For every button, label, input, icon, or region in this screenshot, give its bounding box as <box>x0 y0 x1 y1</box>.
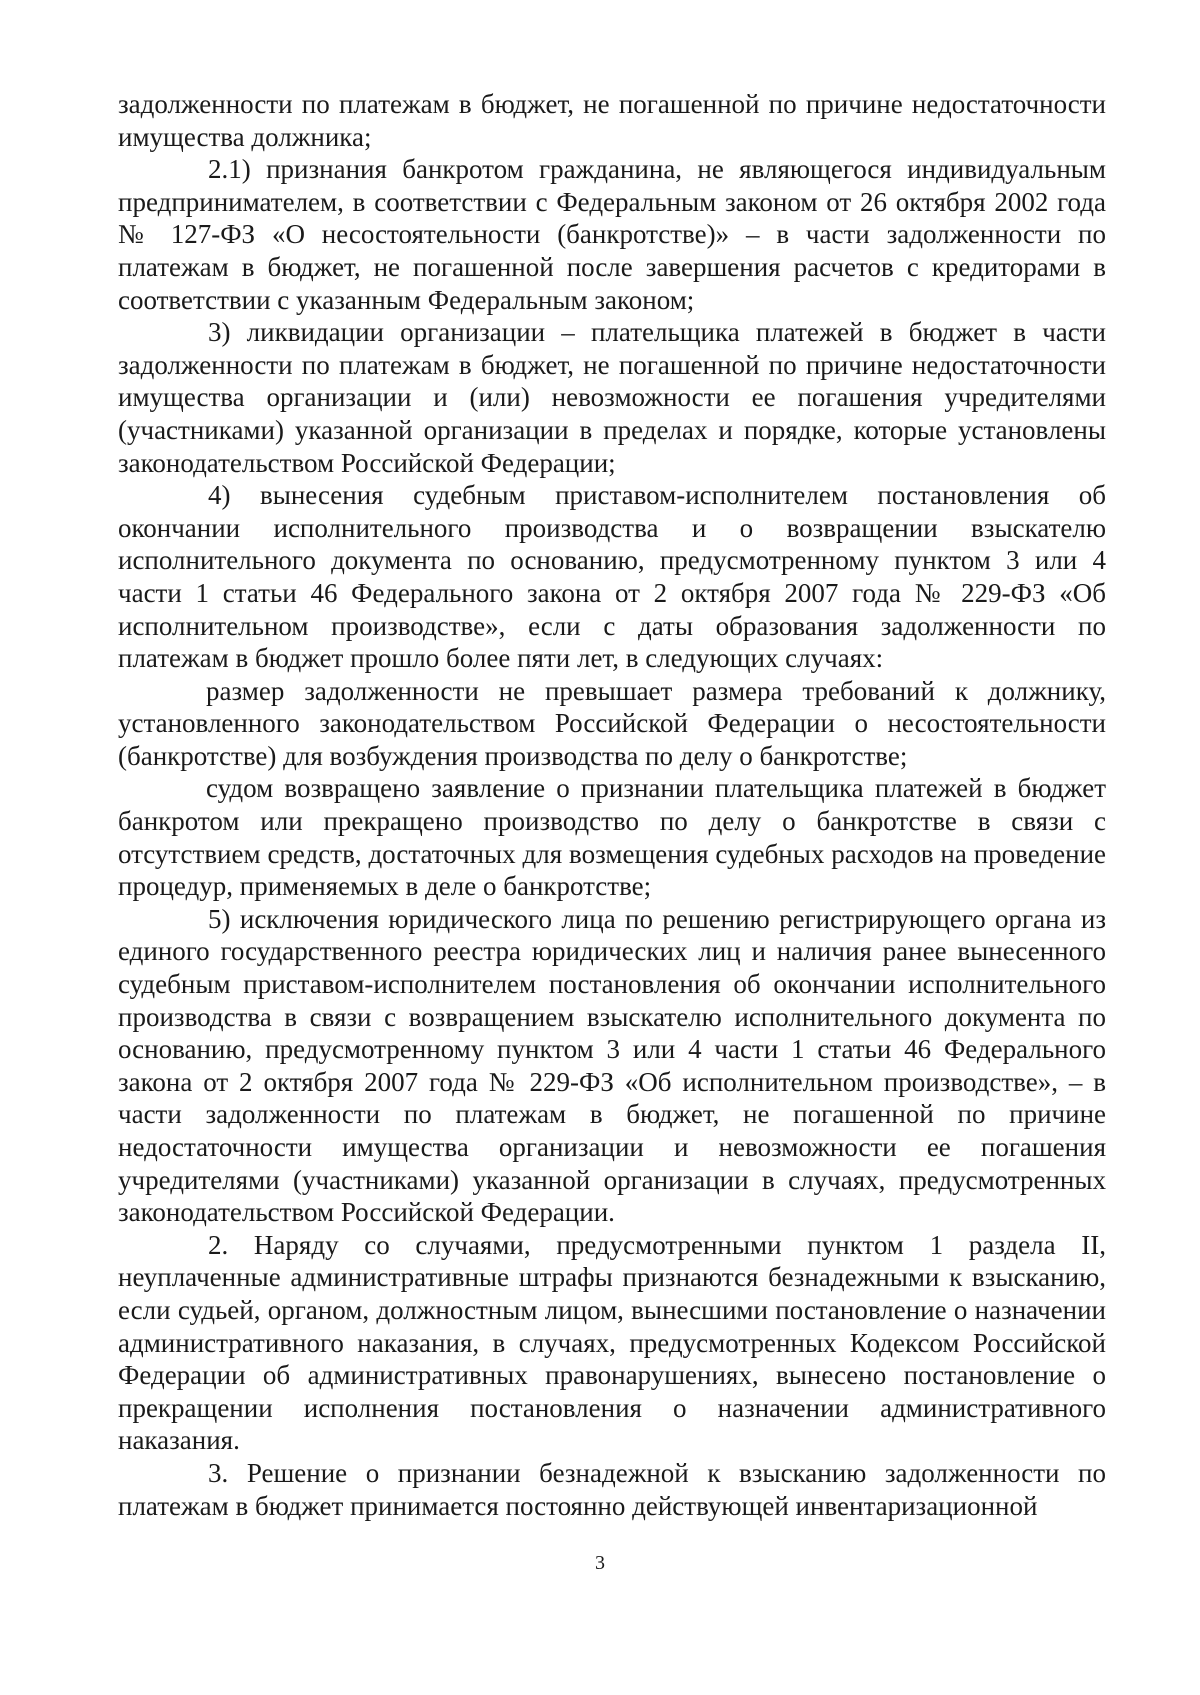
page-number: 3 <box>595 1552 605 1574</box>
paragraph-2-1: 2.1) признания банкротом гражданина, не являющегося индивидуальным предпринимателем, в соответствии с Федеральным законом от 26 октября 2002 года № 127-ФЗ «О несостоятельности (банкротстве)» – в части задолженности по платежам в бюджет, не погашенной после завершения расчетов с кредиторами в соответствии с указанным Федеральным законом; <box>118 154 1106 315</box>
paragraph-item-3: 3. Решение о признании безнадежной к взысканию задолженности по платежам в бюджет принимается постоянно действующей инвентаризационной <box>118 1457 1106 1521</box>
paragraph-item-2: 2. Наряду со случаями, предусмотренными пунктом 1 раздела II, неуплаченные административные штрафы признаются безнадежными к взысканию, если судьей, органом, должностным лицом, вынесшими постановление о назначении административного наказания, в случаях, предусмотренных Кодексом Российской Федерации об административных правонарушениях, вынесено постановление о прекращении исполнения постановления о назначении административного наказания. <box>118 1229 1106 1456</box>
paragraph-4-case-b: судом возвращено заявление о признании плательщика платежей в бюджет банкротом или прекращено производство по делу о банкротстве в связи с отсутствием средств, достаточных для возмещения судебных расходов на проведение процедур, применяемых в деле о банкротстве; <box>118 773 1106 902</box>
paragraph-continuation: задолженности по платежам в бюджет, не погашенной по причине недостаточности имущества должника; <box>118 89 1106 152</box>
paragraph-4: 4) вынесения судебным приставом-исполнителем постановления об окончании исполнительного производства и о возвращении взыскателю исполнительного документа по основанию, предусмотренному пунктом 3 или 4 части 1 статьи 46 Федерального закона от 2 октября 2007 года № 229-ФЗ «Об исполнительном производстве», если с даты образования задолженности по платежам в бюджет прошло более пяти лет, в следующих случаях: <box>118 480 1106 674</box>
paragraph-4-case-a: размер задолженности не превышает размера требований к должнику, установленного законодательством Российской Федерации о несостоятельности (банкротстве) для возбуждения производства по делу о банкротстве; <box>118 675 1106 771</box>
document-body <box>118 88 1106 1522</box>
paragraph-3: 3) ликвидации организации – плательщика платежей в бюджет в части задолженности по платежам в бюджет, не погашенной по причине недостаточности имущества организации и (или) невозможности ее погашения учредителями (участниками) указанной организации в пределах и порядке, которые установлены законодательством Российской Федерации; <box>118 317 1106 478</box>
paragraph-5: 5) исключения юридического лица по решению регистрирующего органа из единого государственного реестра юридических лиц и наличия ранее вынесенного судебным приставом-исполнителем постановления об окончании исполнительного производства в связи с возвращением взыскателю исполнительного документа по основанию, предусмотренному пунктом 3 или 4 части 1 статьи 46 Федерального закона от 2 октября 2007 года № 229-ФЗ «Об исполнительном производстве», – в части задолженности по платежам в бюджет, не погашенной по причине недостаточности имущества организации и невозможности ее погашения учредителями (участниками) указанной организации в случаях, предусмотренных законодательством Российской Федерации. <box>118 903 1106 1228</box>
